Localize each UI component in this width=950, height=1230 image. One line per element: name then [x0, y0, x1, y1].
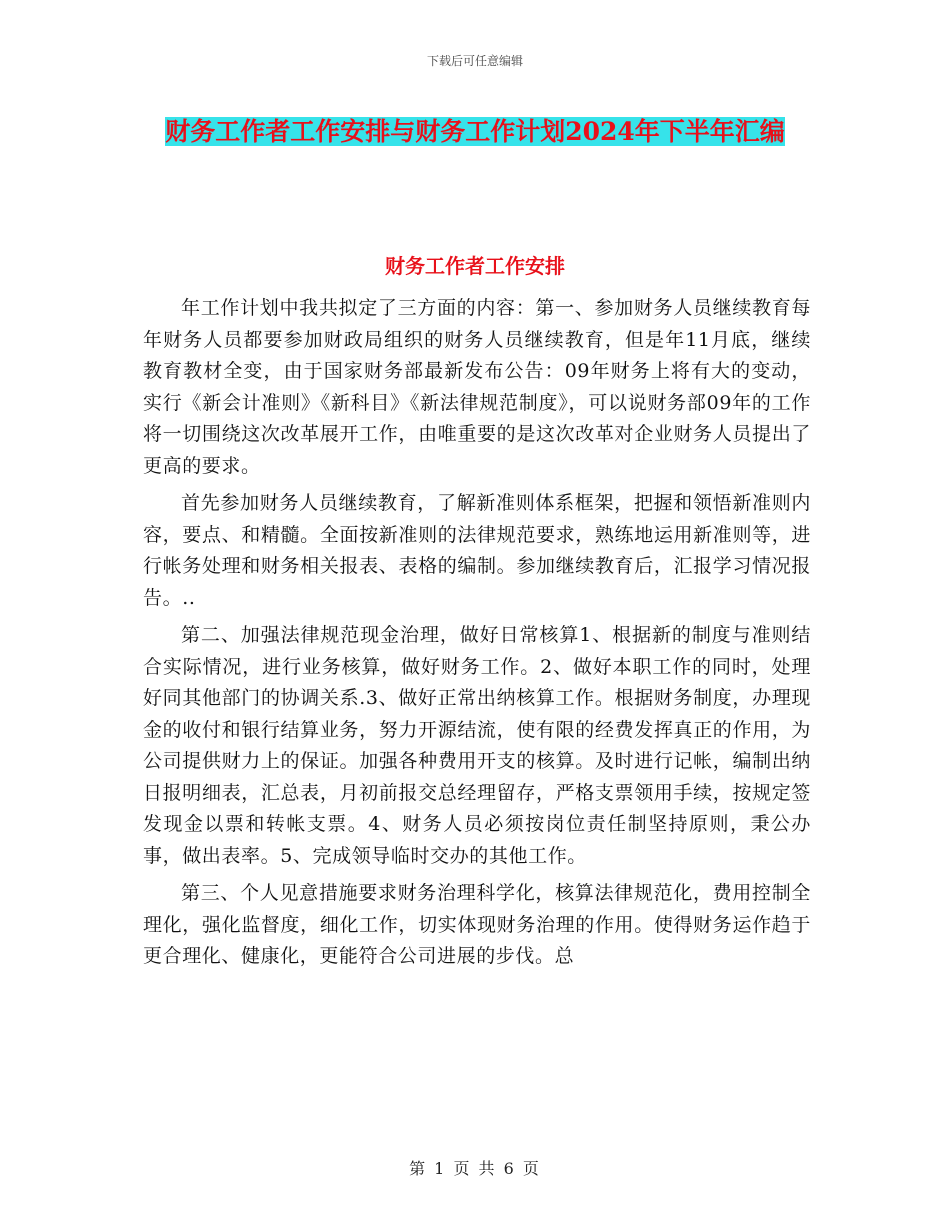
paragraph: 首先参加财务人员继续教育，了解新准则体系框架，把握和领悟新准则内容，要点、和精髓。全面按新准则的法律规范要求，熟练地运用新准则等，进行帐务处理和财务相关报表、表格的编制。参加继续教育后，汇报学习情况报告。.. [143, 492, 811, 609]
paragraph: 年工作计划中我共拟定了三方面的内容：第一、参加财务人员继续教育每年财务人员都要参加财政局组织的财务人员继续教育，但是年11月底，继续教育教材全变，由于国家财务部最新发布公告：09年财务上将有大的变动，实行《新会计准则》《新科目》《新法律规范制度》，可以说财务部09年的工作将一切围绕这次改革展开工作，由唯重要的是这次改革对企业财务人员提出了更高的要求。 [143, 297, 811, 477]
paragraph: 第三、个人见意措施要求财务治理科学化，核算法律规范化，费用控制全理化，强化监督度，细化工作，切实体现财务治理的作用。使得财务运作趋于更合理化、健康化，更能符合公司进展的步伐。总 [143, 882, 811, 967]
section-title: 财务工作者工作安排 [385, 254, 565, 278]
paragraph: 第二、加强法律规范现金治理，做好日常核算1、根据新的制度与准则结合实际情况，进行业务核算，做好财务工作。2、做好本职工作的同时，处理好同其他部门的协调关系.3、做好正常出纳核算工作。根据财务制度，办理现金的收付和银行结算业务，努力开源结流，使有限的经费发挥真正的作用，为公司提供财力上的保证。加强各种费用开支的核算。及时进行记帐，编制出纳日报明细表，汇总表，月初前报交总经理留存，严格支票领用手续，按规定签发现金以票和转帐支票。4、财务人员必须按岗位责任制坚持原则，秉公办事，做出表率。5、完成领导临时交办的其他工作。 [143, 624, 811, 867]
document-title [150, 110, 800, 154]
document-body [143, 293, 811, 979]
document-title-text: 财务工作者工作安排与财务工作计划2024年下半年汇编 [165, 117, 785, 146]
page-footer: 第 1 页 共 6 页 [409, 1159, 541, 1178]
page-header-note: 下载后可任意编辑 [426, 54, 523, 68]
